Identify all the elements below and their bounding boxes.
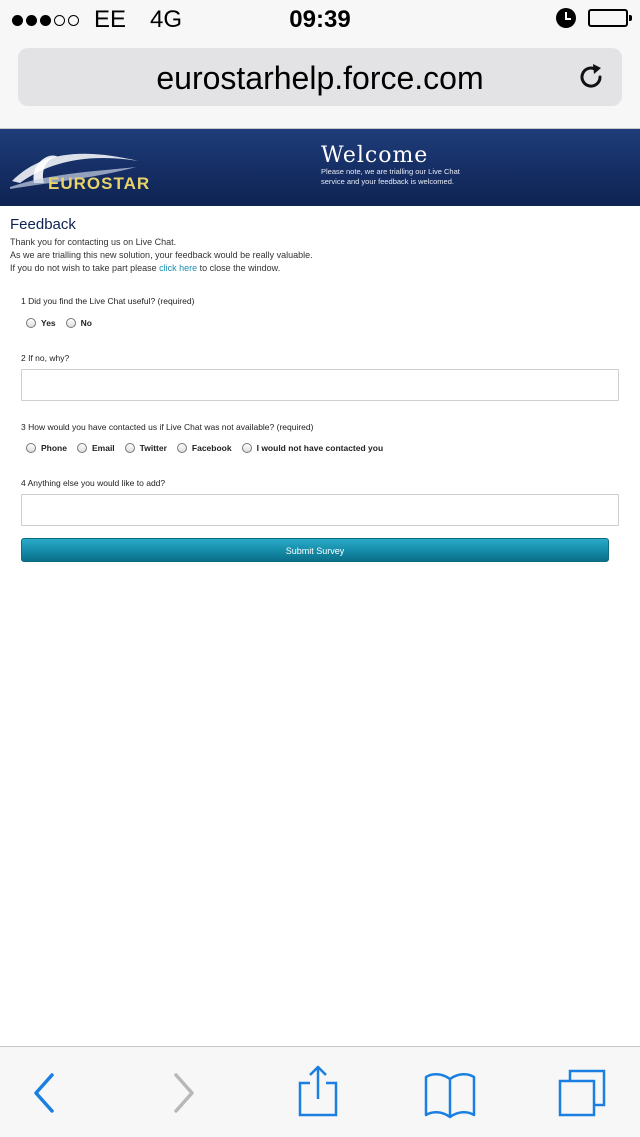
feedback-line-3-suffix: to close the window. (199, 263, 281, 273)
radio-button[interactable] (242, 443, 252, 453)
q3-option-phone-label: Phone (41, 443, 67, 453)
forward-icon[interactable] (154, 1065, 214, 1121)
bookmarks-icon[interactable] (420, 1065, 480, 1121)
question-3-label: 3 How would you have contacted us if Live Chat was not available? (required) (21, 422, 314, 432)
question-1-options (26, 318, 102, 328)
submit-survey-button[interactable]: Submit Survey (21, 538, 609, 562)
question-1-label: 1 Did you find the Live Chat useful? (required) (21, 296, 195, 306)
q3-option-twitter-label: Twitter (139, 443, 167, 453)
tabs-icon[interactable] (552, 1065, 612, 1121)
question-3-options (26, 443, 393, 453)
q3-option-facebook[interactable] (177, 443, 232, 453)
q3-option-none-label: I would not have contacted you (256, 443, 384, 453)
question-4-label: 4 Anything else you would like to add? (21, 478, 166, 488)
radio-button[interactable] (125, 443, 135, 453)
network-type: 4G (150, 6, 183, 33)
q3-option-none[interactable] (242, 443, 384, 453)
feedback-title: Feedback (10, 216, 76, 233)
browser-toolbar (0, 1046, 640, 1137)
q1-option-yes-label: Yes (41, 318, 56, 328)
q3-option-email[interactable] (77, 443, 115, 453)
radio-button[interactable] (26, 318, 36, 328)
q3-option-phone[interactable] (26, 443, 67, 453)
welcome-note: Please note, we are trialling our Live Chat service and your feedback is welcomed. (321, 167, 460, 186)
share-icon[interactable] (290, 1065, 350, 1121)
q3-option-twitter[interactable] (125, 443, 167, 453)
eurostar-logo (10, 143, 151, 199)
carrier-name: EE (94, 6, 127, 33)
url-text[interactable]: eurostarhelp.force.com (156, 60, 484, 96)
close-window-link[interactable]: click here (159, 263, 198, 273)
status-right (556, 8, 628, 28)
feedback-line-3-prefix: If you do not wish to take part please (10, 263, 157, 273)
feedback-intro (10, 216, 620, 275)
feedback-line-1: Thank you for contacting us on Live Chat. (10, 237, 177, 247)
site-header (0, 129, 640, 206)
alarm-icon (556, 8, 576, 28)
signal-strength-icon (12, 15, 82, 26)
welcome-title: Welcome (321, 143, 429, 168)
browser-address-area (0, 40, 640, 129)
battery-icon (588, 9, 628, 27)
address-bar[interactable] (18, 48, 622, 106)
question-2-input[interactable] (21, 369, 619, 401)
radio-button[interactable] (177, 443, 187, 453)
q1-option-no-label: No (80, 318, 92, 328)
question-4-input[interactable] (21, 494, 619, 526)
q3-option-facebook-label: Facebook (191, 443, 232, 453)
status-left (12, 6, 182, 34)
status-bar (0, 0, 640, 40)
radio-button[interactable] (66, 318, 76, 328)
question-2-label: 2 If no, why? (21, 353, 70, 363)
back-icon[interactable] (14, 1065, 74, 1121)
reload-icon[interactable] (576, 62, 606, 92)
q1-option-no[interactable] (66, 318, 92, 328)
radio-button[interactable] (77, 443, 87, 453)
status-time: 09:39 (289, 6, 351, 33)
logo-text: EUROSTAR (48, 174, 151, 193)
feedback-line-3 (10, 262, 620, 275)
radio-button[interactable] (26, 443, 36, 453)
feedback-line-2: As we are trialling this new solution, your feedback would be really valuable. (10, 250, 313, 260)
q1-option-yes[interactable] (26, 318, 56, 328)
q3-option-email-label: Email (91, 443, 115, 453)
